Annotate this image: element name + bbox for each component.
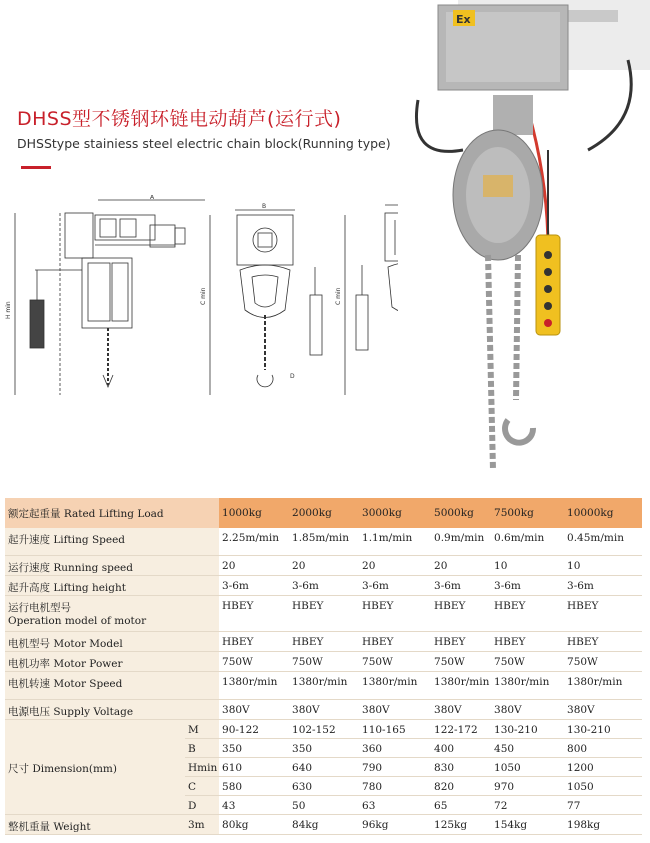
table-header-row (5, 498, 642, 528)
row-label (5, 595, 219, 631)
table-row (5, 575, 642, 595)
cell: 380V (564, 699, 642, 719)
cell: 63 (359, 795, 431, 814)
drawing-front-view (200, 203, 322, 395)
cell: 84kg (289, 814, 359, 834)
cell: 630 (289, 776, 359, 795)
cell: 20 (289, 555, 359, 575)
cell: HBEY (491, 595, 564, 631)
cell: 3-6m (431, 575, 491, 595)
cell: 125kg (431, 814, 491, 834)
cell: 3-6m (491, 575, 564, 595)
dimension-sub: Hmin (185, 757, 219, 776)
weight-sub: 3m (185, 814, 219, 834)
cell: 20 (359, 555, 431, 575)
cell: 360 (359, 738, 431, 757)
cell: HBEY (564, 595, 642, 631)
cell: HBEY (359, 595, 431, 631)
cell: 1380r/min (431, 671, 491, 699)
dim-cmin-label: C min (200, 287, 207, 305)
table-row (5, 595, 642, 631)
cell: 800 (564, 738, 642, 757)
product-photo (398, 0, 650, 500)
dimension-sub: B (185, 738, 219, 757)
header-load: 1000kg (219, 498, 289, 528)
header-load: 5000kg (431, 498, 491, 528)
cell: 3-6m (219, 575, 289, 595)
row-label: 整机重量 Weight (5, 814, 185, 834)
cell: 2.25m/min (219, 528, 289, 555)
cell: 580 (219, 776, 289, 795)
header-load: 3000kg (359, 498, 431, 528)
cell: 750W (431, 651, 491, 671)
cell: 77 (564, 795, 642, 814)
cell: HBEY (491, 631, 564, 651)
row-label-line: 运行电机型号 (8, 601, 71, 614)
cell: 96kg (359, 814, 431, 834)
cell: HBEY (359, 631, 431, 651)
cell: 3-6m (289, 575, 359, 595)
cell: 350 (219, 738, 289, 757)
cell: 820 (431, 776, 491, 795)
cell: 1.85m/min (289, 528, 359, 555)
dimension-sub: M (185, 719, 219, 738)
cell: 130-210 (564, 719, 642, 738)
page-title: DHSS型不锈钢环链电动葫芦(运行式) (17, 108, 342, 130)
cell: 90-122 (219, 719, 289, 738)
cell: 750W (564, 651, 642, 671)
row-label: 电机型号 Motor Model (5, 631, 219, 651)
header-load: 10000kg (564, 498, 642, 528)
cell: HBEY (431, 631, 491, 651)
cell: 3-6m (359, 575, 431, 595)
cell: 450 (491, 738, 564, 757)
table-row (5, 528, 642, 555)
header-load: 7500kg (491, 498, 564, 528)
cell: HBEY (564, 631, 642, 651)
row-label: 电源电压 Supply Voltage (5, 699, 219, 719)
cell: HBEY (219, 595, 289, 631)
cell: 610 (219, 757, 289, 776)
row-label: 起升速度 Lifting Speed (5, 528, 219, 555)
cell: 790 (359, 757, 431, 776)
cell: 20 (219, 555, 289, 575)
cell: 380V (491, 699, 564, 719)
dimension-sub: C (185, 776, 219, 795)
header-label: 额定起重量 Rated Lifting Load (5, 498, 219, 528)
dim-cmin2-label: C min (335, 287, 342, 305)
row-label: 起升高度 Lifting height (5, 575, 219, 595)
cell: 830 (431, 757, 491, 776)
cell: 1380r/min (491, 671, 564, 699)
cell: HBEY (219, 631, 289, 651)
cell: 154kg (491, 814, 564, 834)
cell: HBEY (289, 595, 359, 631)
row-label: 运行速度 Running speed (5, 555, 219, 575)
cell: 750W (219, 651, 289, 671)
cell: 1.1m/min (359, 528, 431, 555)
cell: 10 (564, 555, 642, 575)
cell: 1050 (491, 757, 564, 776)
cell: 80kg (219, 814, 289, 834)
cell: 3-6m (564, 575, 642, 595)
cell: 102-152 (289, 719, 359, 738)
table-row (5, 651, 642, 671)
cell: 65 (431, 795, 491, 814)
dim-a-label: A (150, 195, 155, 201)
dim-d1-label: D (290, 373, 295, 380)
cell: 50 (289, 795, 359, 814)
cell: 1380r/min (359, 671, 431, 699)
cell: 1380r/min (219, 671, 289, 699)
drawing-side-view (5, 195, 205, 395)
cell: 380V (289, 699, 359, 719)
table-row (5, 814, 642, 834)
page-subtitle: DHSStype stainiess steel electric chain block(Running type) (17, 136, 391, 151)
dimension-label: 尺寸 Dimension(mm) (5, 719, 185, 814)
cell: 380V (431, 699, 491, 719)
dimension-sub: D (185, 795, 219, 814)
cell: 1200 (564, 757, 642, 776)
cell: 0.9m/min (431, 528, 491, 555)
cell: 1380r/min (564, 671, 642, 699)
cell: 750W (359, 651, 431, 671)
cell: 43 (219, 795, 289, 814)
cell: 0.45m/min (564, 528, 642, 555)
cell: 1050 (564, 776, 642, 795)
cell: 640 (289, 757, 359, 776)
table-row (5, 631, 642, 651)
table-row (5, 699, 642, 719)
dim-b-label: B (262, 203, 267, 210)
row-label-line: Operation model of motor (8, 614, 147, 627)
spec-table (5, 498, 642, 835)
table-row (5, 671, 642, 699)
row-label: 电机功率 Motor Power (5, 651, 219, 671)
table-row (5, 555, 642, 575)
cell: 122-172 (431, 719, 491, 738)
cell: 10 (491, 555, 564, 575)
cell: 350 (289, 738, 359, 757)
cell: 20 (431, 555, 491, 575)
header-load: 2000kg (289, 498, 359, 528)
cell: 110-165 (359, 719, 431, 738)
cell: 780 (359, 776, 431, 795)
cell: 1380r/min (289, 671, 359, 699)
cell: 198kg (564, 814, 642, 834)
cell: 380V (219, 699, 289, 719)
cell: HBEY (289, 631, 359, 651)
cell: 750W (491, 651, 564, 671)
table-row (5, 719, 642, 738)
cell: 72 (491, 795, 564, 814)
row-label: 电机转速 Motor Speed (5, 671, 219, 699)
cell: 970 (491, 776, 564, 795)
technical-drawings (0, 195, 450, 420)
dim-hmin-label: H min (5, 301, 12, 319)
cell: 0.6m/min (491, 528, 564, 555)
cell: 400 (431, 738, 491, 757)
ex-mark: Ex (456, 13, 471, 26)
cell: HBEY (431, 595, 491, 631)
cell: 750W (289, 651, 359, 671)
title-underline (21, 166, 51, 169)
cell: 130-210 (491, 719, 564, 738)
cell: 380V (359, 699, 431, 719)
